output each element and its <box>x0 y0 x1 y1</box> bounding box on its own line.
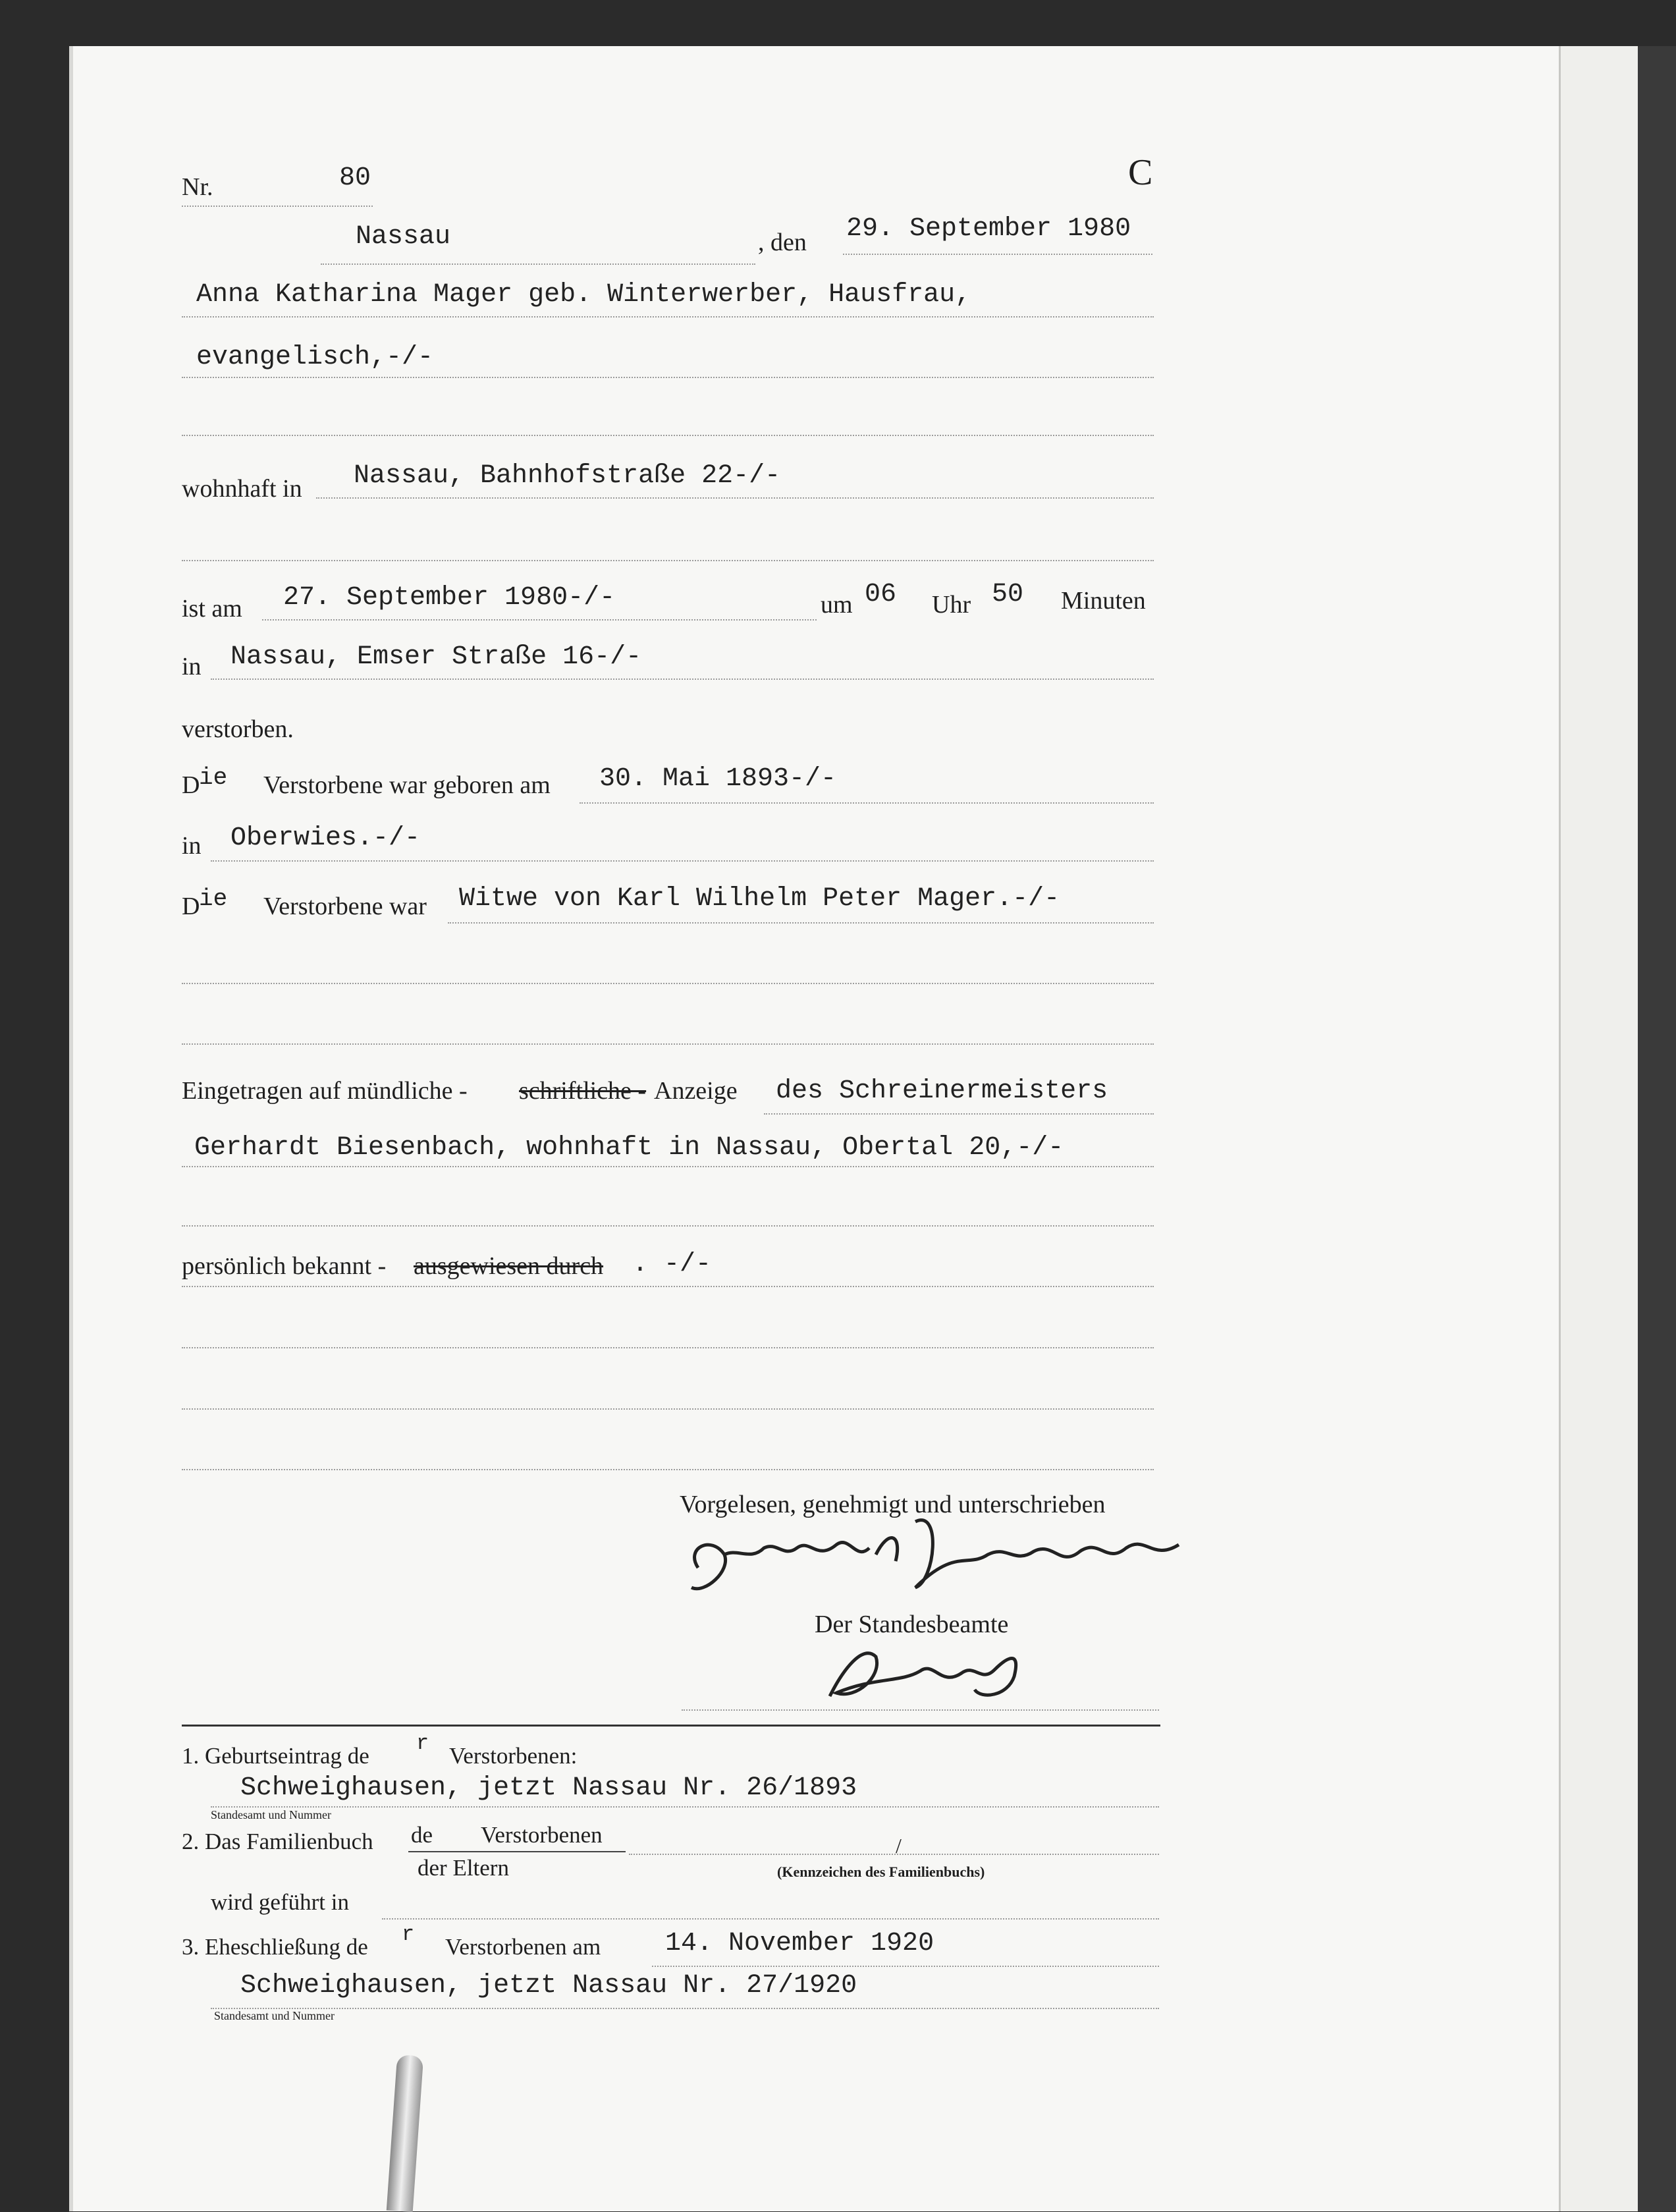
war-label: Verstorbene war <box>263 893 427 920</box>
rule <box>652 1966 1159 1967</box>
rule <box>182 1469 1154 1470</box>
rule <box>448 922 1154 924</box>
death-minutes: 50 <box>992 580 1024 609</box>
header-date: 29. September 1980 <box>846 214 1131 244</box>
uhr-label: Uhr <box>932 591 971 619</box>
place-value: Nassau <box>356 222 451 252</box>
death-place: Nassau, Emser Straße 16-/- <box>230 642 642 672</box>
rule <box>211 1806 1159 1808</box>
standesamt-label: Standesamt und Nummer <box>211 1808 331 1821</box>
book-edge <box>1638 46 1676 2211</box>
item3-value: Schweighausen, jetzt Nassau Nr. 27/1920 <box>240 1971 857 2001</box>
item2-slash: / <box>896 1834 902 1858</box>
item1-end: Verstorbenen: <box>449 1743 578 1769</box>
rule <box>182 1408 1154 1410</box>
item2-verst: Verstorbenen <box>481 1822 603 1848</box>
status-value: Witwe von Karl Wilhelm Peter Mager.-/- <box>459 884 1060 914</box>
report-value-1: des Schreinermeisters <box>776 1076 1108 1106</box>
ist-am-label: ist am <box>182 595 242 622</box>
item3-date: 14. November 1920 <box>665 1929 934 1958</box>
item3-sup: r <box>402 1922 415 1947</box>
official-label: Der Standesbeamte <box>815 1611 1009 1638</box>
standesamt-label-2: Standesamt und Nummer <box>214 2009 335 2022</box>
death-date: 27. September 1980-/- <box>283 583 616 613</box>
rule <box>182 1347 1154 1348</box>
item2-de: de <box>411 1822 433 1848</box>
rule <box>764 1113 1154 1115</box>
item1-value: Schweighausen, jetzt Nassau Nr. 26/1893 <box>240 1773 857 1803</box>
rule <box>211 2008 1159 2009</box>
identity-label: persönlich bekannt - <box>182 1252 387 1280</box>
date-rule <box>843 254 1152 255</box>
residence-value: Nassau, Bahnhofstraße 22-/- <box>354 461 781 491</box>
rule <box>682 1709 1159 1711</box>
item2-wird: wird geführt in <box>211 1889 349 1915</box>
rule <box>182 1286 1154 1287</box>
place-rule <box>321 263 755 265</box>
item2-label: 2. Das Familienbuch <box>182 1829 373 1854</box>
minuten-label: Minuten <box>1061 587 1146 615</box>
birth-in-label: in <box>182 832 202 860</box>
page-edge <box>1559 46 1640 2211</box>
item1-label: 1. Geburtseintrag de <box>182 1743 369 1769</box>
rule <box>316 497 1154 499</box>
nr-label: Nr. <box>182 173 213 201</box>
rule <box>182 983 1154 984</box>
item3-mid: Verstorbenen am <box>445 1934 601 1960</box>
rule <box>408 1851 626 1852</box>
report-value-2: Gerhardt Biesenbach, wohnhaft in Nassau, Obertal 20,-/- <box>194 1133 1064 1163</box>
rule <box>382 1918 1159 1920</box>
rule <box>182 1043 1154 1045</box>
rule <box>211 860 1154 862</box>
name-line: Anna Katharina Mager geb. Winterwerber, Hausfrau, <box>196 280 971 310</box>
rule <box>629 1854 1159 1855</box>
rule <box>182 1225 1154 1227</box>
religion-line: evangelisch,-/- <box>196 343 434 372</box>
item1-sup: r <box>416 1731 429 1756</box>
report-label-start: Eingetragen auf mündliche - <box>182 1077 468 1105</box>
rule <box>182 316 1154 318</box>
register-code: C <box>1128 152 1153 193</box>
signer-signature <box>678 1508 1199 1607</box>
rule <box>262 619 817 621</box>
death-in-label: in <box>182 653 202 680</box>
rule <box>182 1166 1154 1167</box>
den-label: , den <box>758 229 807 256</box>
report-label-end: Anzeige <box>654 1077 738 1105</box>
item3-label: 3. Eheschließung de <box>182 1934 368 1960</box>
official-signature <box>817 1637 1054 1709</box>
read-label: Vorgelesen, genehmigt und unterschrieben <box>680 1491 1106 1518</box>
verstorben-label: verstorben. <box>182 715 294 743</box>
residence-label: wohnhaft in <box>182 475 302 503</box>
nr-value: 80 <box>339 163 371 193</box>
item2-kennzeichen: (Kennzeichen des Familienbuchs) <box>777 1864 985 1880</box>
birth-date: 30. Mai 1893-/- <box>599 764 837 794</box>
birth-d-suffix: ie <box>199 764 228 791</box>
birth-place: Oberwies.-/- <box>230 823 421 853</box>
nr-rule <box>182 206 373 207</box>
birth-d-label: D <box>182 771 200 799</box>
rule <box>182 377 1154 378</box>
rule <box>182 435 1154 436</box>
rule <box>211 678 1154 680</box>
identity-value: . -/- <box>632 1250 712 1279</box>
um-label: um <box>821 591 853 619</box>
footer-divider <box>182 1725 1160 1727</box>
rule <box>580 802 1154 804</box>
born-label: Verstorbene war geboren am <box>263 771 551 799</box>
item2-eltern: der Eltern <box>418 1855 509 1881</box>
death-hour: 06 <box>865 580 897 609</box>
rule <box>182 560 1154 561</box>
identity-struck: ausgewiesen durch <box>414 1252 604 1280</box>
status-d-suffix: ie <box>199 885 228 912</box>
report-label-struck: schriftliche - <box>519 1077 647 1105</box>
status-d-label: D <box>182 893 200 920</box>
